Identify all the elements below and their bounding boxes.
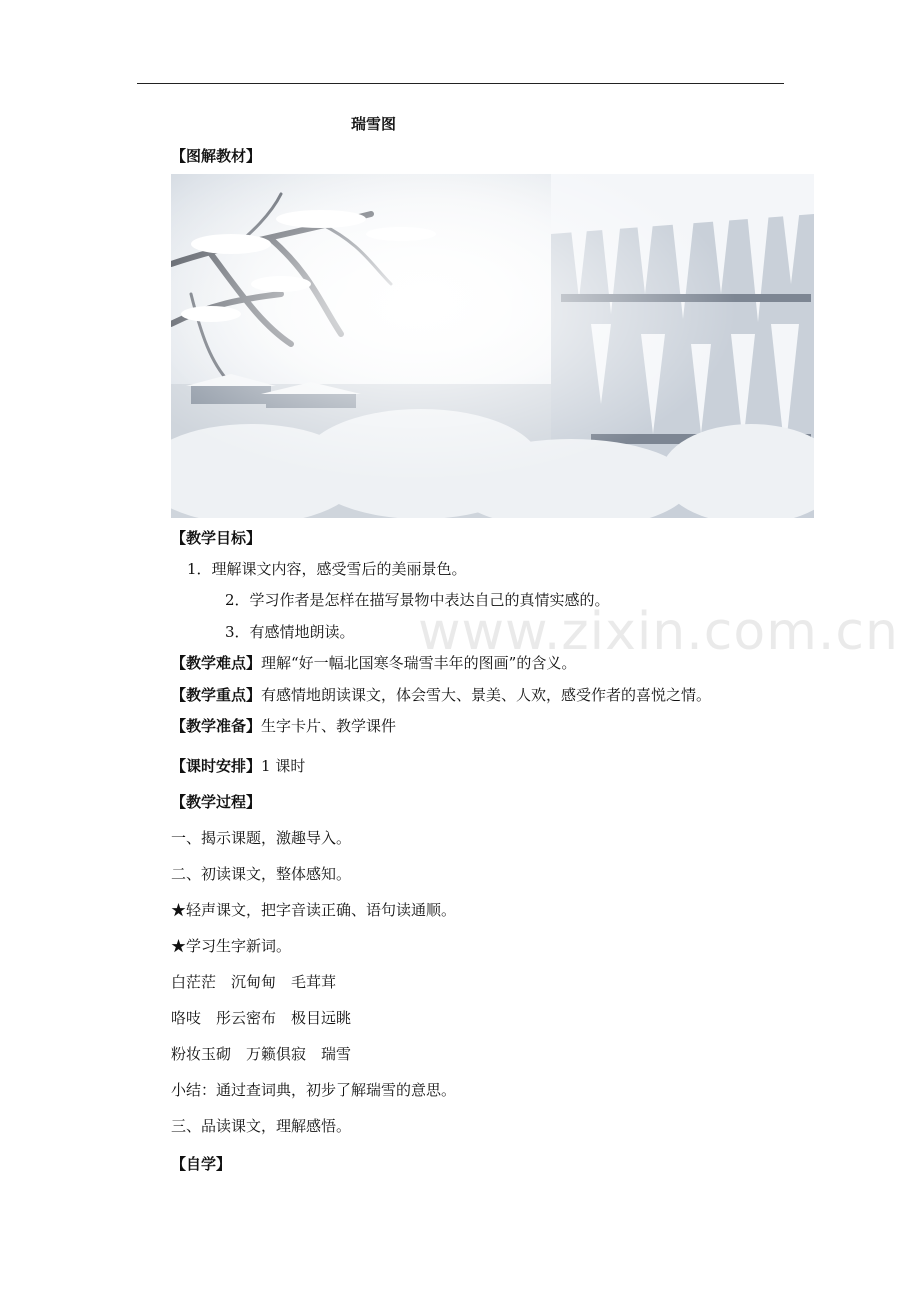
process-line: 一、揭示课题，激趣导入。 [171, 829, 352, 847]
difficulty-label: 【教学难点】 [171, 654, 262, 672]
page-title: 瑞雪图 [351, 115, 397, 133]
preparation-text: 生字卡片、教学课件 [261, 717, 397, 735]
process-line: 二、初读课文，整体感知。 [171, 865, 352, 883]
preparation-label: 【教学准备】 [171, 717, 262, 735]
difficulty-text: 理解“好一幅北国寒冬瑞雪丰年的图画”的含义。 [261, 654, 577, 672]
goals-heading: 【教学目标】 [171, 529, 262, 547]
schedule-text: 1 课时 [261, 757, 306, 775]
self-study-heading: 【自学】 [171, 1155, 232, 1173]
process-line: 小结：通过查词典，初步了解瑞雪的意思。 [171, 1081, 457, 1099]
vocab-line: 白茫茫 沉甸甸 毛茸茸 [171, 973, 337, 991]
snow-scene-image [171, 174, 814, 518]
process-line: 三、品读课文，理解感悟。 [171, 1117, 352, 1135]
process-line: ★学习生字新词。 [171, 937, 292, 955]
schedule-label: 【课时安排】 [171, 757, 262, 775]
key-point-row [171, 685, 711, 705]
process-line: ★轻声课文，把字音读正确、语句读通顺。 [171, 901, 457, 919]
watermark: www.zixin.com.cn [418, 602, 899, 662]
vocab-line: 粉妆玉砌 万籁俱寂 瑞雪 [171, 1045, 352, 1063]
section-image-heading: 【图解教材】 [171, 147, 262, 165]
schedule-row [171, 756, 305, 776]
goal-item: 2．学习作者是怎样在描写景物中表达自己的真情实感的。 [225, 591, 610, 609]
preparation-row [171, 716, 396, 736]
key-point-label: 【教学重点】 [171, 686, 262, 704]
goal-item: 1．理解课文内容，感受雪后的美丽景色。 [187, 560, 467, 578]
vocab-line: 咯吱 彤云密布 极目远眺 [171, 1009, 352, 1027]
header-rule [137, 83, 784, 84]
goal-item: 3．有感情地朗读。 [225, 623, 355, 641]
difficulty-row [171, 653, 576, 673]
process-heading: 【教学过程】 [171, 793, 262, 811]
key-point-text: 有感情地朗读课文，体会雪大、景美、人欢，感受作者的喜悦之情。 [261, 686, 712, 704]
